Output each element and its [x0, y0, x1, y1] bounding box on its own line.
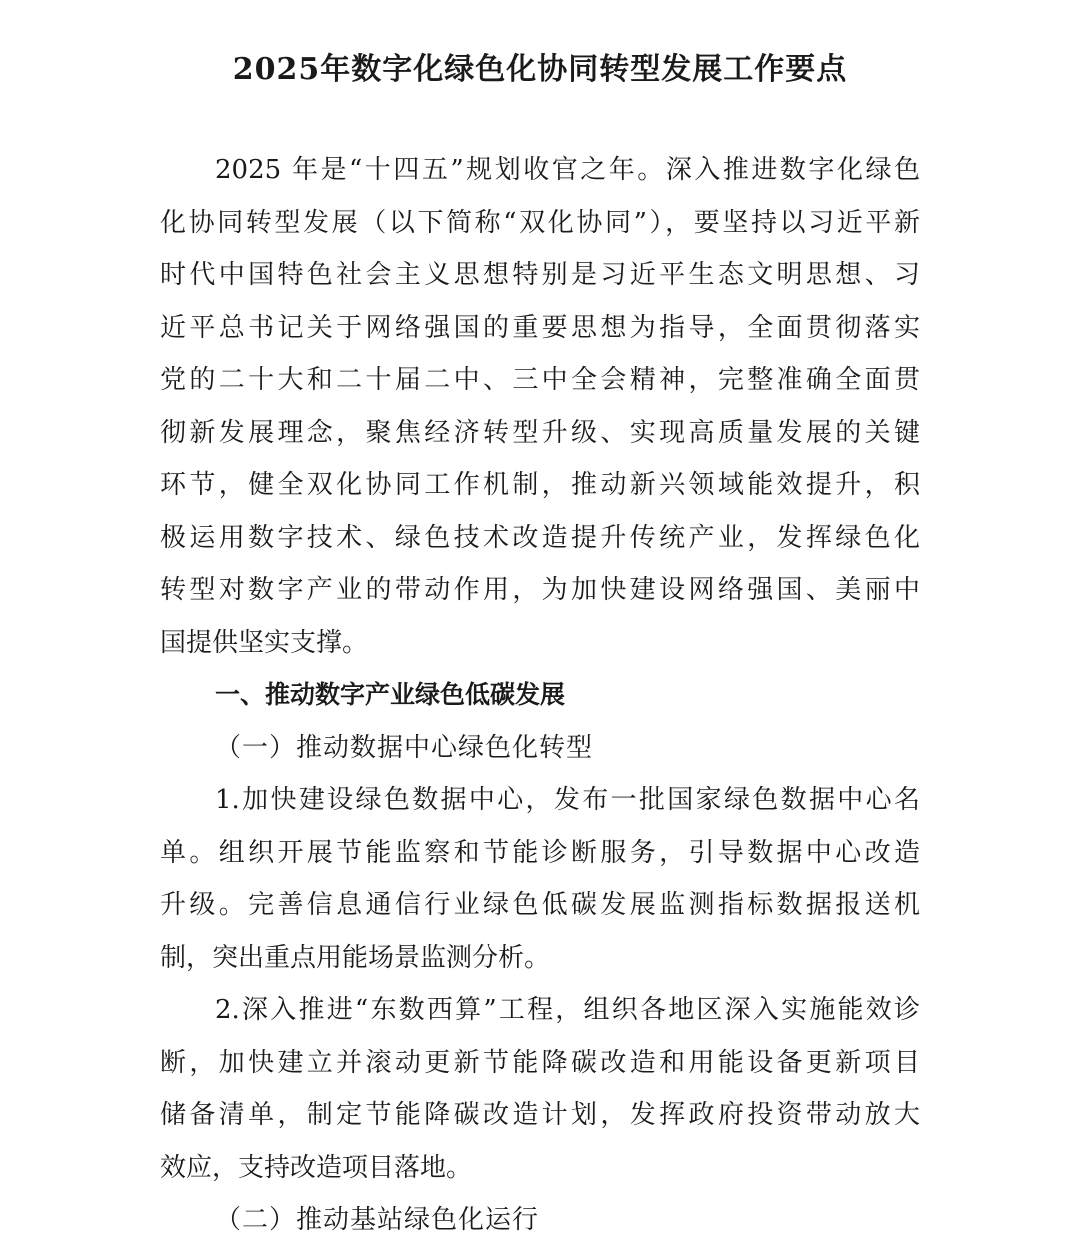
document-title: 2025年数字化绿色化协同转型发展工作要点: [232, 52, 848, 87]
text-line: 断，加快建立并滚动更新节能降碳改造和用能设备更新项目: [160, 1047, 920, 1078]
text-line: 时代中国特色社会主义思想特别是习近平生态文明思想、习: [160, 260, 920, 290]
text-line: 化协同转型发展（以下简称“双化协同”），要坚持以习近平新: [160, 207, 920, 238]
item-2-paragraph: [160, 984, 920, 1194]
section-heading-1-text: 一、推动数字产业绿色低碳发展: [215, 680, 566, 709]
text-line: 单。组织开展节能监察和节能诊断服务，引导数据中心改造: [160, 837, 920, 868]
text-line: 制，突出重点用能场景监测分析。: [160, 942, 551, 973]
text-line: 储备清单，制定节能降碳改造计划，发挥政府投资带动放大: [160, 1100, 920, 1130]
text-line: 效应，支持改造项目落地。: [160, 1152, 473, 1183]
subsection-heading-2: [160, 1194, 920, 1247]
text-line: 转型对数字产业的带动作用，为加快建设网络强国、美丽中: [160, 575, 920, 605]
text-line: 党的二十大和二十届二中、三中全会精神，完整准确全面贯: [160, 365, 920, 395]
text-line: 2025 年是“十四五”规划收官之年。深入推进数字化绿色: [215, 155, 920, 185]
text-line: 极运用数字技术、绿色技术改造提升传统产业，发挥绿色化: [160, 522, 920, 553]
text-line: 升级。完善信息通信行业绿色低碳发展监测指标数据报送机: [160, 890, 920, 920]
text-line: 彻新发展理念，聚焦经济转型升级、实现高质量发展的关键: [160, 417, 920, 448]
subsection-heading-2-text: （二）推动基站绿色化运行: [215, 1205, 540, 1235]
text-line: 近平总书记关于网络强国的重要思想为指导，全面贯彻落实: [160, 312, 920, 343]
text-line: 2.深入推进“东数西算”工程，组织各地区深入实施能效诊: [215, 995, 920, 1025]
subsection-heading-1-text: （一）推动数据中心绿色化转型: [215, 732, 594, 763]
text-line: 环节，健全双化协同工作机制，推动新兴领域能效提升，积: [160, 470, 920, 500]
subsection-heading-1: [160, 722, 920, 775]
text-line: 1.加快建设绿色数据中心，发布一批国家绿色数据中心名: [215, 785, 920, 815]
section-heading-1: [160, 669, 920, 722]
item-1-paragraph: [160, 774, 920, 984]
text-line: 国提供坚实支撑。: [160, 627, 369, 658]
intro-paragraph: [160, 144, 920, 669]
document-body: [160, 144, 920, 1247]
